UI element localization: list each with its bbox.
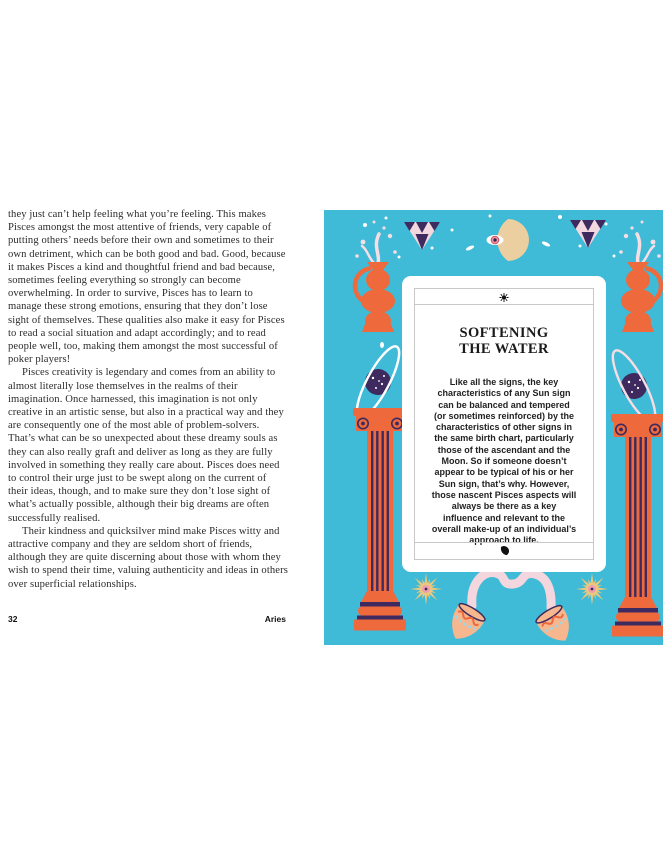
crescent-moon-eye-icon: [487, 219, 530, 261]
diamond-icon: [570, 220, 606, 248]
running-footer: Aries: [264, 614, 286, 624]
card-top-bar: [415, 289, 593, 305]
page-footer: [8, 614, 288, 628]
card-body-text: Like all the signs, the key characteristics of any Sun sign can be balanced and tempered (or sometimes reinforced) by the characteristics of other signs in the same birth chart, particularly those of the ascendant and the Moon. So if someone doesn’t appear to be typical of his or her Sun sign, that’s why. However, those nascent Pisces aspects will always be there as a key influence and relevant to the overall make-up of an individual’s approach to life.: [431, 377, 577, 546]
page-number: 32: [8, 614, 18, 624]
body-text-paragraph: Their kindness and quicksilver mind make Pisces witty and attractive company and they are seldom short of friends, although they are quite discerning about those with whom they wish to spend their time, valuing authenticity and ideas in others over superficial relationships.: [8, 525, 288, 590]
body-text-paragraph: Pisces creativity is legendary and comes from an ability to almost literally lose themselves in the realms of their imagination. Once harnessed, this imagination is not only creative in an artistic sense, but also in a practical way and they are consequently one of the most able of problem-solvers. That’s what can be so unexpected about these dreamy souls as they can also really graft and deliver as long as they are fully involved in something they really care about. Pisces does need to control their urge just to be swept along on the current of their ideas, though, and to make sure they don’t lose sight of what’s actually possible, although their big dreams are often successfully realised.: [8, 367, 284, 524]
right-page-illustration: [324, 210, 663, 645]
amphora-icon: [443, 601, 488, 645]
diamond-icon: [404, 222, 440, 250]
water-ribbon-icon: [472, 573, 551, 608]
water-vase-icon: [619, 221, 661, 333]
amphora-icon: [534, 603, 579, 645]
tablet-card: [402, 276, 606, 572]
water-vase-icon: [355, 221, 397, 333]
starburst-icon: [576, 573, 608, 605]
home-crescent-icon: [497, 544, 511, 558]
ionic-column-icon: [611, 414, 663, 637]
left-page: [8, 208, 288, 591]
body-text-paragraph: they just can’t help feeling what you’re feeling. This makes Pisces amongst the most attentive of friends, very capable of putting others’ needs before their own and sometimes to their own detriment, which can be both good and bad. Good, because it makes Pisces a kind and thoughtful friend and bad because, sometimes feeling everything so strongly can become overwhelming. In order to survive, Pisces has to learn to manage these strong emotions, ensuring that they don’t lose sight of themselves. These qualities also make it easy for Pisces to read a social situation and adapt accordingly; and to read people well, too, making them amongst the most successful of poker players!: [8, 209, 286, 366]
ionic-column-icon: [353, 408, 407, 631]
card-inner-frame: [414, 288, 594, 560]
card-bottom-bar: [415, 542, 593, 559]
card-title-line: SOFTENING: [459, 325, 549, 341]
camera-dot-icon: [498, 291, 510, 303]
card-title-line: THE WATER: [459, 341, 549, 357]
starburst-icon: [410, 573, 442, 605]
card-title: [415, 325, 593, 357]
